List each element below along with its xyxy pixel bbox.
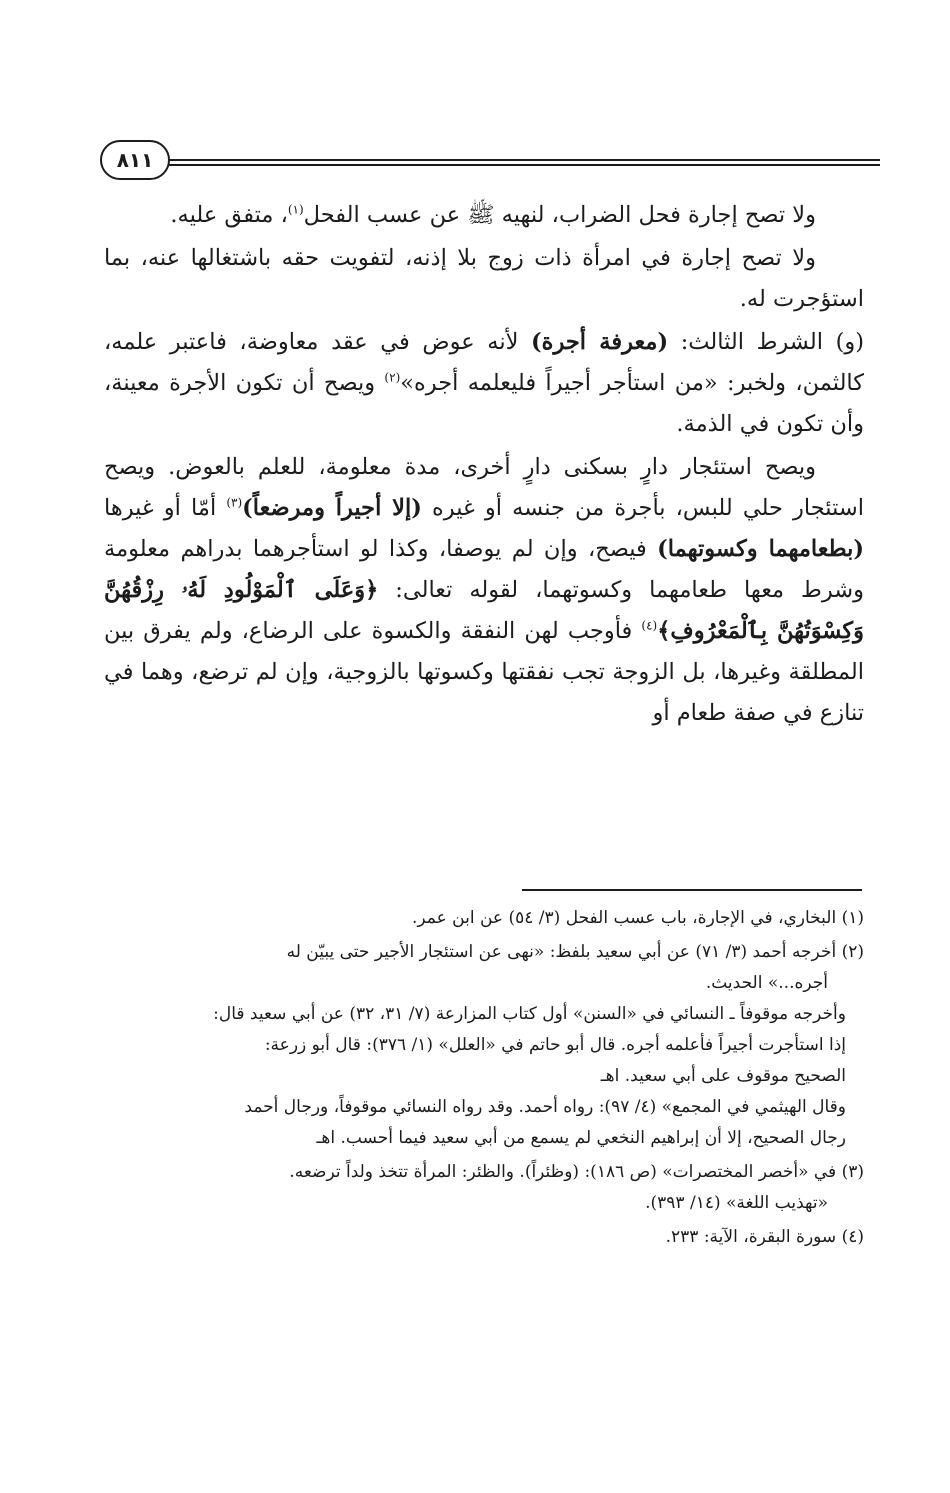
footnote-2-line-4: إذا استأجرت أجيراً فأعلمه أجره. قال أبو حاتم في «العلل» (١/ ٣٧٦): قال أبو زرعة:	[264, 1035, 846, 1055]
footnote-ref-2: (٢)	[384, 370, 401, 385]
p4-matn-taam: (بطعامهما وكسوتهما)	[657, 536, 864, 562]
footnote-4	[104, 1222, 864, 1253]
footnote-4-text: (٤) سورة البقرة، الآية: ٢٣٣.	[665, 1227, 864, 1247]
p1-tail: ، متفق عليه.	[170, 202, 288, 228]
header-rule	[162, 159, 880, 166]
footnote-2-line-3: وأخرجه موقوفاً ـ النسائي في «السنن» أول كتاب المزارعة (٧/ ٣١، ٣٢) عن أبي سعيد قال:	[213, 1004, 846, 1024]
footnote-separator	[522, 889, 862, 891]
main-text	[104, 195, 864, 734]
footnote-3-line-2: «تهذيب اللغة» (١٤/ ٣٩٣).	[645, 1193, 828, 1213]
footnote-1	[104, 903, 864, 934]
paragraph-2	[104, 238, 864, 320]
p4-matn-ajir: (إلا أجيراً ومرضعاً)	[242, 495, 422, 521]
p4-part-f: فأوجب لهن النفقة والكسوة على الرضاع، ولم يفرق بين المطلقة وغيرها، بل الزوجة تجب نفقتها وكسوتها بالزوجية، وإن لم ترضع، وهما في تنازع في صفة طعام أو	[104, 618, 864, 726]
paragraph-3	[104, 322, 864, 445]
footnote-ref-1: (١)	[287, 202, 304, 217]
paragraph-4	[104, 447, 864, 734]
footnote-2-line-6: وقال الهيثمي في المجمع» (٤/ ٩٧): رواه أحمد. وقد رواه النسائي موقوفاً، ورجال أحمد	[244, 1097, 846, 1117]
page-header	[100, 140, 880, 184]
footnote-1-text: (١) البخاري، في الإجارة، باب عسب الفحل (٣/ ٥٤) عن ابن عمر.	[412, 908, 864, 928]
p1-text: ولا تصح إجارة فحل الضراب، لنهيه ﷺ عن عسب الفحل	[303, 202, 816, 228]
paragraph-1	[104, 195, 864, 236]
footnote-3	[104, 1157, 864, 1219]
p3-part-a: (و) الشرط الثالث:	[668, 329, 864, 355]
p4-part-c: أمّا أو غيرها	[104, 495, 227, 521]
footnote-2-line-7: رجال الصحيح، إلا أن إبراهيم النخعي لم يسمع من أبي سعيد فيما أحسب. اهـ	[316, 1128, 846, 1148]
footnote-2-line-5: الصحيح موقوف على أبي سعيد. اهـ	[600, 1066, 846, 1086]
footnote-2-line-2: أجره...» الحديث.	[705, 973, 828, 993]
footnotes	[104, 903, 864, 1256]
footnote-3-line-1: (٣) في «أخصر المختصرات» (ص ١٨٦): (وظئراً). والظئر: المرأة تتخذ ولداً ترضعه.	[289, 1162, 864, 1182]
p2-text: ولا تصح إجارة في امرأة ذات زوج بلا إذنه، لتفويت حقه باشتغالها عنه، بما استؤجرت له.	[104, 245, 864, 312]
p4-part-e: فيصح، وإن لم يوصفا، وكذا لو استأجرهما بدراهم معلومة وشرط معها طعامهما وكسوتهما، لقوله تعالى:	[104, 536, 864, 603]
p3-matn-ujra: (معرفة أجرة)	[531, 329, 669, 355]
footnote-2-line-1: (٢) أخرجه أحمد (٣/ ٧١) عن أبي سعيد بلفظ: «نهى عن استئجار الأجير حتى يبيّن له	[286, 942, 864, 962]
footnote-2	[104, 937, 864, 1154]
page-number	[100, 140, 170, 180]
quran-verse: ﴿وَعَلَى ٱلْمَوْلُودِ لَهُۥ رِزْقُهُنَّ وَكِسْوَتُهُنَّ بِٱلْمَعْرُوفِ﴾	[104, 577, 864, 644]
p3-part-c: لأنه عوض في عقد معاوضة، فاعتبر علمه، كالثمن، ولخبر: «من استأجر أجيراً فليعلمه أجره»	[104, 329, 864, 396]
p4-part-a: ويصح استئجار دارٍ بسكنى دارٍ أخرى، مدة معلومة، للعلم بالعوض. ويصح استئجار حلي للبس، بأجرة من جنسه أو غيره	[104, 454, 864, 521]
footnote-ref-3: (٣)	[226, 495, 243, 510]
page-number-text: ٨١١	[116, 148, 154, 172]
p3-part-d: ويصح أن تكون الأجرة معينة، وأن تكون في الذمة.	[104, 370, 864, 437]
footnote-ref-4: (٤)	[641, 618, 658, 633]
